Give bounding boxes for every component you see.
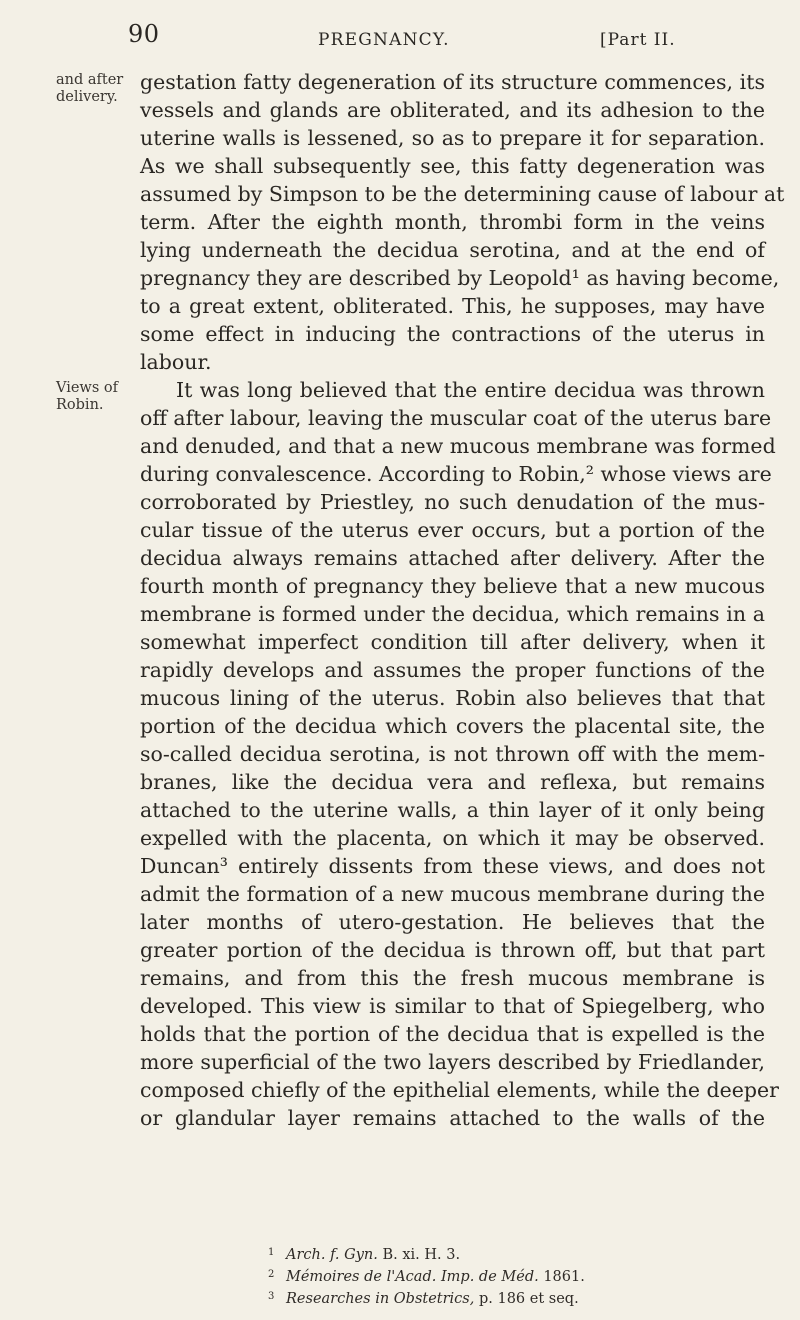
text-line: pregnancy they are described by Leopold¹ as having become, xyxy=(140,266,780,290)
text-line: during convalescence. According to Robin,² whose views are xyxy=(140,462,772,486)
footnote xyxy=(268,1243,748,1265)
text-line: branes, like the decidua vera and reflexa, but remains xyxy=(140,770,765,794)
text-line: fourth month of pregnancy they believe that a new mucous xyxy=(140,574,765,598)
text-line: remains, and from this the fresh mucous membrane is xyxy=(140,966,765,990)
text-line: attached to the uterine walls, a thin layer of it only being xyxy=(140,798,765,822)
footnote-ref: B. xi. H. 3. xyxy=(377,1247,461,1263)
text-line: Duncan³ entirely dissents from these views, and does not xyxy=(140,854,765,878)
text-line: more superficial of the two layers described by Friedlander, xyxy=(140,1050,765,1074)
footnote-mark: 1 xyxy=(268,1247,275,1258)
margin-note-line: delivery. xyxy=(56,89,118,105)
text-line: or glandular layer remains attached to the walls of the xyxy=(140,1106,765,1130)
text-line: greater portion of the decidua is thrown off, but that part xyxy=(140,938,765,962)
margin-note-line: and after xyxy=(56,72,124,88)
margin-note-robin xyxy=(56,380,136,414)
text-line: and denuded, and that a new mucous membrane was formed xyxy=(140,434,776,458)
text-line: admit the formation of a new mucous membrane during the xyxy=(140,882,765,906)
text-line: holds that the portion of the decidua that is expelled is the xyxy=(140,1022,765,1046)
text-line: portion of the decidua which covers the placental site, the xyxy=(140,714,765,738)
text-line: mucous lining of the uterus. Robin also believes that that xyxy=(140,686,765,710)
footnote-title: Researches in Obstetrics, xyxy=(286,1291,475,1307)
margin-note-delivery xyxy=(56,72,136,106)
page-header xyxy=(0,18,800,58)
text-line: membrane is formed under the decidua, which remains in a xyxy=(140,602,765,626)
footnote-ref: 1861. xyxy=(538,1269,585,1285)
margin-note-line: Robin. xyxy=(56,397,104,413)
text-line: assumed by Simpson to be the determining cause of labour at xyxy=(140,182,785,206)
margin-note-line: Views of xyxy=(56,380,118,396)
footnote-mark: 3 xyxy=(268,1291,275,1302)
part-label: [Part II. xyxy=(600,30,676,50)
text-line: developed. This view is similar to that of Spiegelberg, who xyxy=(140,994,765,1018)
text-line: some effect in inducing the contractions of the uterus in xyxy=(140,322,765,346)
text-line: later months of utero-gestation. He believes that the xyxy=(140,910,765,934)
text-line: somewhat imperfect condition till after delivery, when it xyxy=(140,630,765,654)
text-line: cular tissue of the uterus ever occurs, but a portion of the xyxy=(140,518,765,542)
text-line: off after labour, leaving the muscular coat of the uterus bare xyxy=(140,406,772,430)
text-line: It was long believed that the entire decidua was thrown xyxy=(176,378,765,402)
footnotes xyxy=(268,1243,748,1309)
text-line: corroborated by Priestley, no such denudation of the mus- xyxy=(140,490,765,514)
running-head: PREGNANCY. xyxy=(318,30,450,50)
text-line: to a great extent, obliterated. This, he supposes, may have xyxy=(140,294,765,318)
text-line: decidua always remains attached after delivery. After the xyxy=(140,546,765,570)
text-line: expelled with the placenta, on which it may be observed. xyxy=(140,826,765,850)
text-line: As we shall subsequently see, this fatty degeneration was xyxy=(140,154,765,178)
footnote-ref: p. 186 et seq. xyxy=(474,1291,579,1307)
text-line: term. After the eighth month, thrombi form in the veins xyxy=(140,210,765,234)
text-line: gestation fatty degeneration of its structure commences, its xyxy=(140,70,765,94)
text-line: composed chiefly of the epithelial elements, while the deeper xyxy=(140,1078,779,1102)
footnote-title: Arch. f. Gyn. xyxy=(286,1247,378,1263)
text-line: labour. xyxy=(140,350,212,374)
text-line: rapidly develops and assumes the proper functions of the xyxy=(140,658,765,682)
footnote xyxy=(268,1287,748,1309)
text-line: uterine walls is lessened, so as to prepare it for separation. xyxy=(140,126,765,150)
footnote-title: Mémoires de l'Acad. Imp. de Méd. xyxy=(286,1269,539,1285)
footnote-mark: 2 xyxy=(268,1269,275,1280)
footnote xyxy=(268,1265,748,1287)
text-line: vessels and glands are obliterated, and its adhesion to the xyxy=(140,98,765,122)
body-text xyxy=(140,68,785,1132)
page-number: 90 xyxy=(128,20,160,48)
text-line: lying underneath the decidua serotina, and at the end of xyxy=(140,238,765,262)
text-line: so-called decidua serotina, is not thrown off with the mem- xyxy=(140,742,765,766)
